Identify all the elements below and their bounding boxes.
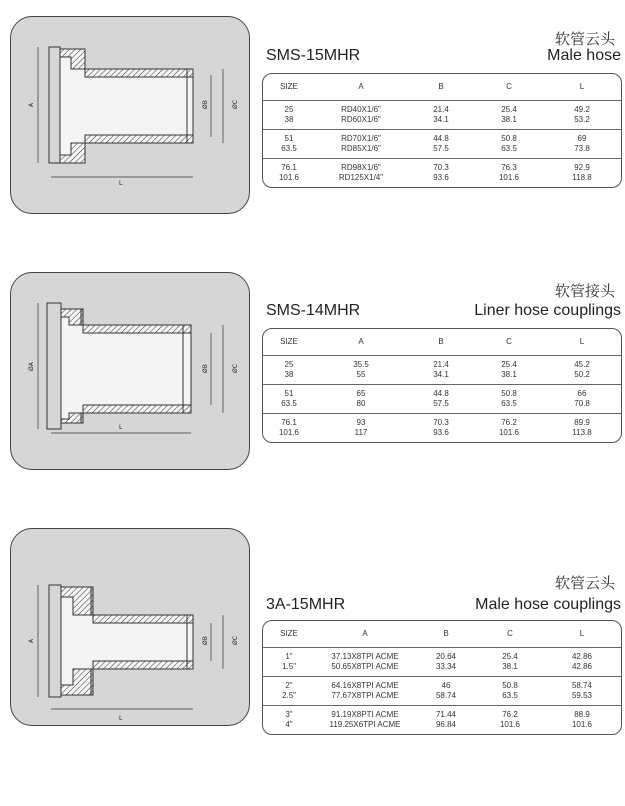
heading-chinese: 软管云头 bbox=[554, 575, 615, 592]
cell-l: 66 70.8 bbox=[574, 389, 590, 408]
cell-c: 76.2 101.6 bbox=[499, 710, 521, 729]
cell-c: 25.4 38.1 bbox=[501, 360, 517, 379]
cell-l: 89.9 113.8 bbox=[572, 418, 592, 437]
heading-english: Male hose bbox=[547, 47, 621, 64]
heading-english: Liner hose couplings bbox=[474, 302, 621, 319]
dim-l-label: L bbox=[119, 715, 123, 722]
heading-chinese: 软管接头 bbox=[554, 283, 615, 300]
product-code: 3A-15MHR bbox=[266, 596, 346, 613]
product-code: SMS-15MHR bbox=[266, 47, 361, 64]
header-b: B bbox=[438, 337, 444, 346]
cell-l: 58.74 59.53 bbox=[571, 681, 593, 700]
male-hose-drawing bbox=[11, 17, 249, 213]
cell-l: 88.9 101.6 bbox=[571, 710, 593, 729]
cell-size: 1" 1.5" bbox=[282, 652, 296, 671]
cell-size: 76.1 101.6 bbox=[278, 418, 300, 437]
table-header bbox=[263, 329, 621, 356]
male-hose-coupling-drawing bbox=[11, 529, 249, 725]
table-row-group bbox=[263, 356, 621, 385]
product-code: SMS-14MHR bbox=[266, 302, 361, 319]
dim-b-label: ØB bbox=[202, 100, 209, 109]
cell-size: 76.1 101.6 bbox=[278, 163, 300, 182]
table-row-group bbox=[263, 648, 621, 677]
header-b: B bbox=[443, 629, 449, 638]
cell-size: 51 63.5 bbox=[281, 389, 297, 408]
table-row-group bbox=[263, 414, 621, 442]
table-row-group bbox=[263, 706, 621, 734]
cell-size: 25 38 bbox=[284, 360, 294, 379]
cell-c: 76.2 101.6 bbox=[498, 418, 520, 437]
cell-b: 44.8 57.5 bbox=[433, 389, 449, 408]
header-c: C bbox=[506, 337, 512, 346]
header-a: A bbox=[362, 629, 368, 638]
header-a: A bbox=[358, 337, 364, 346]
cell-b: 46 58.74 bbox=[435, 681, 457, 700]
cell-c: 50.8 63.5 bbox=[501, 134, 517, 153]
header-size: SIZE bbox=[280, 82, 298, 91]
cell-b: 21.4 34.1 bbox=[433, 105, 449, 124]
header-a: A bbox=[358, 82, 364, 91]
cell-c: 25.4 38.1 bbox=[502, 652, 518, 671]
cell-c: 76.3 101.6 bbox=[498, 163, 520, 182]
header-b: B bbox=[438, 82, 444, 91]
table-header bbox=[263, 74, 621, 101]
technical-drawing-panel bbox=[10, 528, 250, 726]
section-sms-15mhr bbox=[0, 0, 625, 210]
cell-b: 20.64 33.34 bbox=[435, 652, 457, 671]
table-row-group bbox=[263, 159, 621, 187]
cell-size: 51 63.5 bbox=[281, 134, 297, 153]
cell-a: RD70X1/6" RD85X1/6" bbox=[341, 134, 381, 153]
dim-a-label: A bbox=[28, 102, 35, 107]
cell-a: 35.5 55 bbox=[353, 360, 369, 379]
section-3a-15mhr bbox=[0, 528, 625, 738]
spec-table bbox=[262, 73, 622, 188]
heading-chinese: 软管云头 bbox=[554, 31, 615, 48]
table-row-group bbox=[263, 677, 621, 706]
header-l: L bbox=[579, 337, 585, 346]
table-row-group bbox=[263, 385, 621, 414]
cell-a: 93 117 bbox=[354, 418, 368, 437]
cell-a: 91.19X8PTI ACME 119.25X6TPI ACME bbox=[329, 710, 401, 729]
cell-c: 50.8 63.5 bbox=[501, 389, 517, 408]
dim-c-label: ØC bbox=[232, 100, 239, 109]
cell-size: 2" 2.5" bbox=[282, 681, 296, 700]
dim-l-label: L bbox=[119, 424, 123, 431]
table-header bbox=[263, 621, 621, 648]
dim-b-label: ØB bbox=[202, 364, 209, 373]
cell-a: 37.13X8TPI ACME 50.65X8TPI ACME bbox=[331, 652, 399, 671]
cell-l: 49.2 53.2 bbox=[574, 105, 590, 124]
header-size: SIZE bbox=[280, 629, 298, 638]
dim-b-label: ØB bbox=[202, 636, 209, 645]
cell-b: 71.44 96.84 bbox=[435, 710, 457, 729]
cell-c: 50.8 63.5 bbox=[502, 681, 518, 700]
header-size: SIZE bbox=[280, 337, 298, 346]
dim-c-label: ØC bbox=[232, 364, 239, 373]
table-row-group bbox=[263, 101, 621, 130]
header-c: C bbox=[507, 629, 513, 638]
spec-table bbox=[262, 620, 622, 735]
cell-c: 25.4 38.1 bbox=[501, 105, 517, 124]
liner-hose-coupling-drawing bbox=[11, 273, 249, 469]
header-l: L bbox=[579, 629, 585, 638]
cell-b: 21.4 34.1 bbox=[433, 360, 449, 379]
technical-drawing-panel bbox=[10, 272, 250, 470]
cell-a: RD40X1/6" RD60X1/6" bbox=[341, 105, 381, 124]
dim-a-label: A bbox=[28, 638, 35, 643]
technical-drawing-panel bbox=[10, 16, 250, 214]
dim-l-label: L bbox=[119, 180, 123, 187]
header-c: C bbox=[506, 82, 512, 91]
cell-b: 44.8 57.5 bbox=[433, 134, 449, 153]
cell-a: 64.16X8TPI ACME 77.67X8TPI ACME bbox=[331, 681, 399, 700]
cell-l: 69 73.8 bbox=[574, 134, 590, 153]
spec-table bbox=[262, 328, 622, 443]
header-l: L bbox=[579, 82, 585, 91]
cell-size: 3" 4" bbox=[285, 710, 293, 729]
cell-l: 45.2 50.2 bbox=[574, 360, 590, 379]
table-row-group bbox=[263, 130, 621, 159]
heading-english: Male hose couplings bbox=[475, 596, 621, 613]
dim-a-label: ØA bbox=[28, 362, 35, 371]
cell-a: RD98X1/6" RD125X1/4" bbox=[338, 163, 384, 182]
cell-b: 70.3 93.6 bbox=[433, 418, 449, 437]
dim-c-label: ØC bbox=[232, 636, 239, 645]
cell-b: 70.3 93.6 bbox=[433, 163, 449, 182]
cell-a: 65 80 bbox=[356, 389, 366, 408]
cell-l: 42.86 42.86 bbox=[571, 652, 593, 671]
section-sms-14mhr bbox=[0, 270, 625, 480]
cell-l: 92.9 118.8 bbox=[572, 163, 592, 182]
cell-size: 25 38 bbox=[284, 105, 294, 124]
